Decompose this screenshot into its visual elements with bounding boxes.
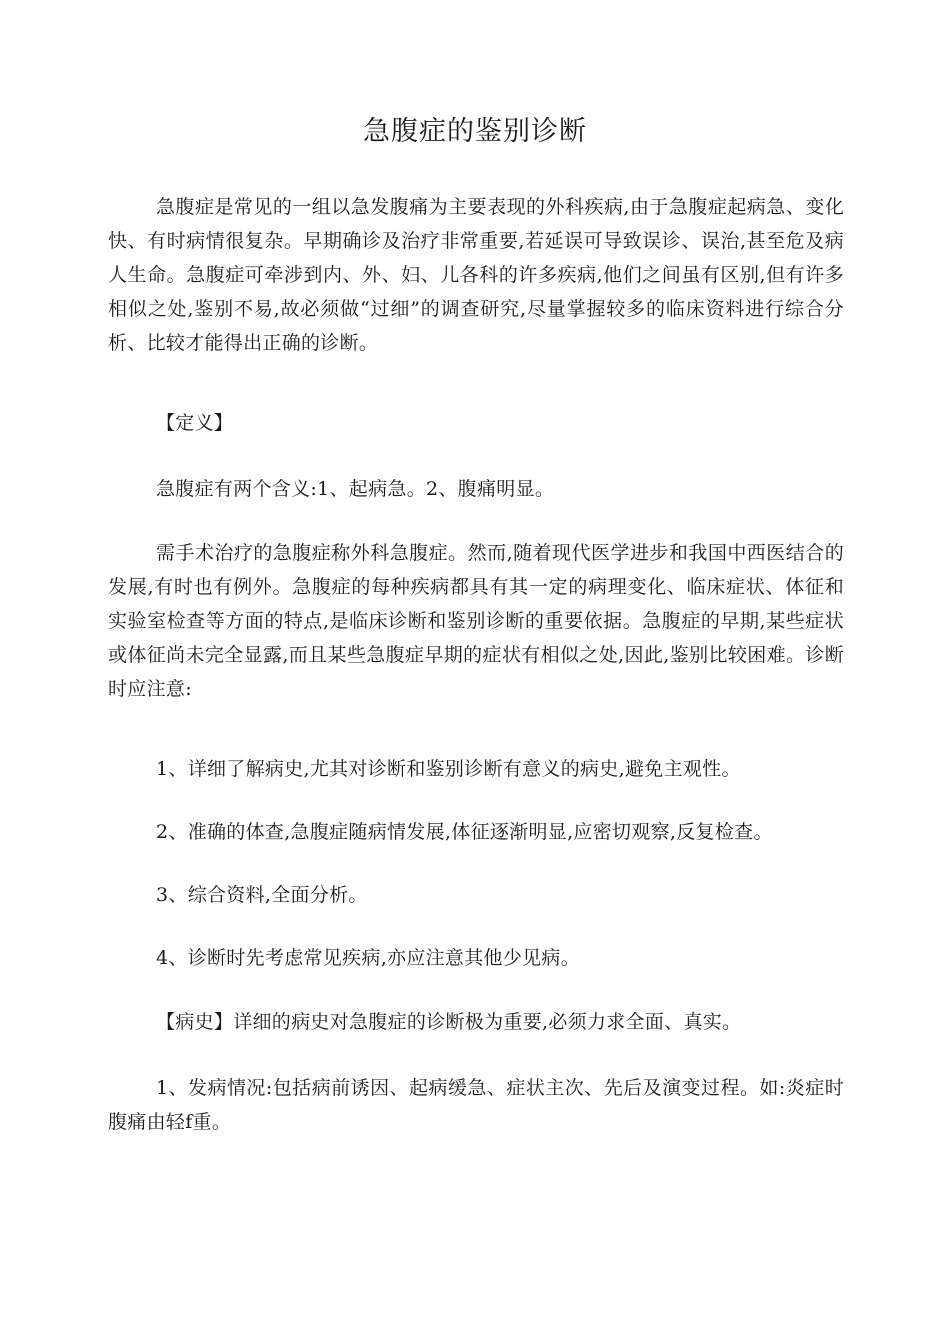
note-item-1: 1、详细了解病史,尤其对诊断和鉴别诊断有意义的病史,避免主观性。 bbox=[156, 758, 741, 780]
note-item-3: 3、综合资料,全面分析。 bbox=[156, 884, 368, 906]
intro-paragraph: 急腹症是常见的一组以急发腹痛为主要表现的外科疾病,由于急腹症起病急、变化快、有时病情很复杂。早期确诊及治疗非常重要,若延误可导致误诊、误治,甚至危及病人生命。急腹症可牵涉到内、外、妇、儿各科的许多疾病,他们之间虽有区别,但有许多相似之处,鉴别不易,故必须做“过细”的调查研究,尽量掌握较多的临床资料进行综合分析、比较才能得出正确的诊断。 bbox=[108, 196, 844, 354]
document-title: 急腹症的鉴别诊断 bbox=[363, 116, 587, 147]
definition-paragraph: 急腹症有两个含义:1、起病急。2、腹痛明显。 bbox=[156, 478, 555, 500]
surgical-paragraph: 需手术治疗的急腹症称外科急腹症。然而,随着现代医学进步和我国中西医结合的发展,有时也有例外。急腹症的每种疾病都具有其一定的病理变化、临床症状、体征和实验室检查等方面的特点,是临床诊断和鉴别诊断的重要依据。急腹症的早期,某些症状或体征尚未完全显露,而且某些急腹症早期的症状有相似之处,因此,鉴别比较困难。诊断时应注意: bbox=[108, 542, 844, 700]
history-item-1: 1、发病情况:包括病前诱因、起病缓急、症状主次、先后及演变过程。如:炎症时腹痛由轻f重。 bbox=[108, 1077, 844, 1133]
history-heading-paragraph: 【病史】详细的病史对急腹症的诊断极为重要,必须力求全面、真实。 bbox=[156, 1011, 742, 1033]
note-item-4: 4、诊断时先考虑常见疾病,亦应注意其他少见病。 bbox=[156, 947, 581, 969]
note-item-2: 2、准确的体查,急腹症随病情发展,体征逐渐明显,应密切观察,反复检查。 bbox=[156, 821, 773, 843]
definition-heading: 【定义】 bbox=[156, 412, 234, 434]
